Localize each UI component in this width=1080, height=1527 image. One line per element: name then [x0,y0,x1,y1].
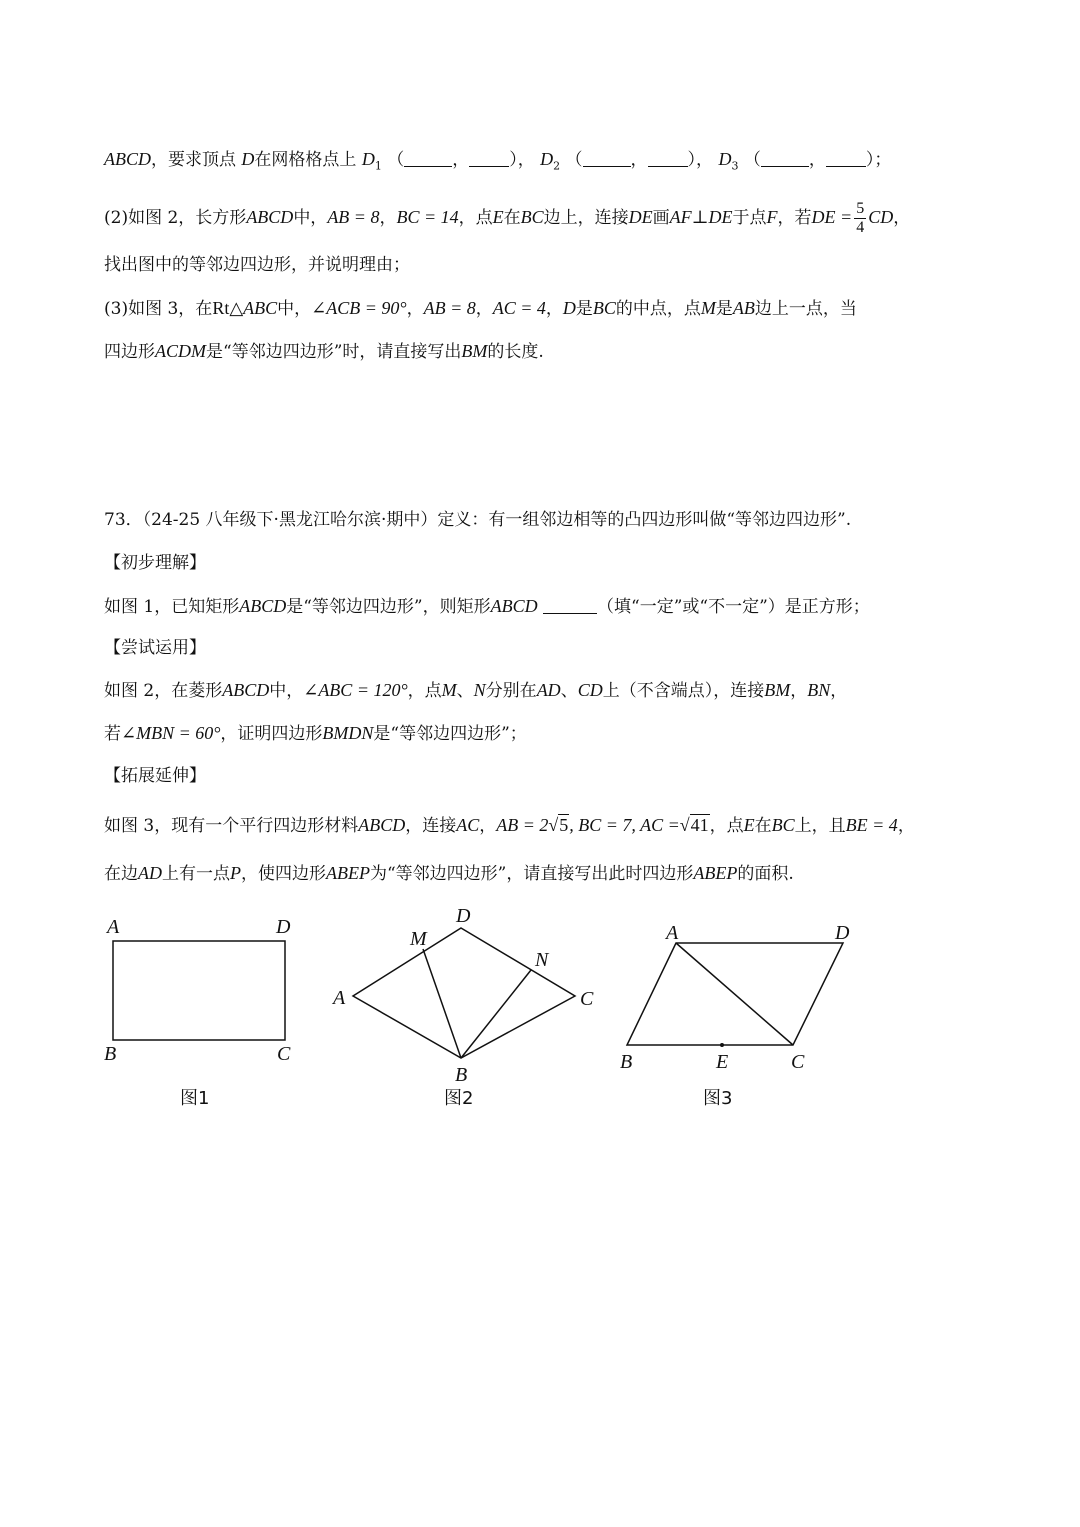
q72-part2: (2)如图 2，长方形ABCD中，AB = 8，BC = 14，点E在BC边上，连接DE画AF⊥DE于点F，若DE = $\frac{5}{4}$ CD， [104,200,911,236]
label-A: A [666,922,679,944]
label-A: A [333,987,346,1009]
answer-blank[interactable] [583,148,631,167]
figure-3-caption: 图3 [703,1088,733,1109]
q72-part2-line2: 找出图中的等邻边四边形，并说明理由； [104,255,410,275]
label-D: D [456,905,471,927]
answer-blank[interactable] [469,148,509,167]
answer-blank[interactable] [761,148,809,167]
label-D: D [276,916,291,938]
diagonal-ac [676,943,793,1045]
label-B: B [620,1051,633,1073]
q73-s1: 如图 1，已知矩形ABCD是“等邻边四边形”，则矩形ABCD （填“一定”或“不一定”）是正方形； [104,596,870,617]
section-heading-preliminary: 【初步理解】 [104,553,206,573]
label-C: C [791,1051,805,1073]
q73-s3-line2: 在边AD上有一点P，使四边形ABEP为“等邻边四边形”，请直接写出此时四边形ABEP的面积. [104,863,794,884]
point-e [720,1043,724,1047]
sqrt-fortyone: √41 [679,815,709,835]
answer-blank[interactable] [826,148,866,167]
section-heading-extension: 【拓展延伸】 [104,766,206,786]
label-B: B [104,1043,117,1065]
figure-2-caption: 图2 [444,1088,474,1109]
fraction: $\frac{5}{4}$ [856,200,865,236]
answer-blank[interactable] [648,148,688,167]
label-B: B [455,1064,468,1086]
answer-blank[interactable] [404,148,452,167]
figure-1-caption: 图1 [180,1088,210,1109]
q72-part3: (3)如图 3，在Rt△ABC中，∠ACB = 90°，AB = 8，AC = 4，D是BC的中点，点M是AB边上一点，当 [104,298,857,319]
q73-s2: 如图 2，在菱形ABCD中，∠ABC = 120°，点M、N分别在AD、CD上（不含端点），连接BM，BN， [104,680,848,701]
answer-blank[interactable] [543,595,597,614]
q72-part3-line2: 四边形ACDM是“等邻边四边形”时，请直接写出BM的长度. [104,341,544,362]
label-C: C [580,988,594,1010]
label-M: M [410,928,427,950]
q73-s3: 如图 3，现有一个平行四边形材料ABCD，连接AC，AB = 2√5, BC = 7, AC =√41，点E在BC上，且BE = 4， [104,815,915,836]
label-E: E [716,1051,729,1073]
label-A: A [107,916,120,938]
label-C: C [277,1043,291,1065]
label-D: D [835,922,850,944]
sqrt-five: √5 [548,815,569,835]
section-heading-trial: 【尝试运用】 [104,638,206,658]
q73-header: 73．（24-25 八年级下·黑龙江哈尔滨·期中）定义：有一组邻边相等的凸四边形叫做“等邻边四边形”. [104,510,852,530]
q73-s2-line2: 若∠MBN = 60°，证明四边形BMDN是“等邻边四边形”； [104,723,527,744]
label-N: N [535,949,549,971]
figure-3 [0,900,1080,1130]
q72-line1: ABCD，要求顶点 D在网格格点上 $D_1$ （ ， ）， $D_2$ （ ， ）， $D_3$ （ ， ）； [104,149,892,173]
